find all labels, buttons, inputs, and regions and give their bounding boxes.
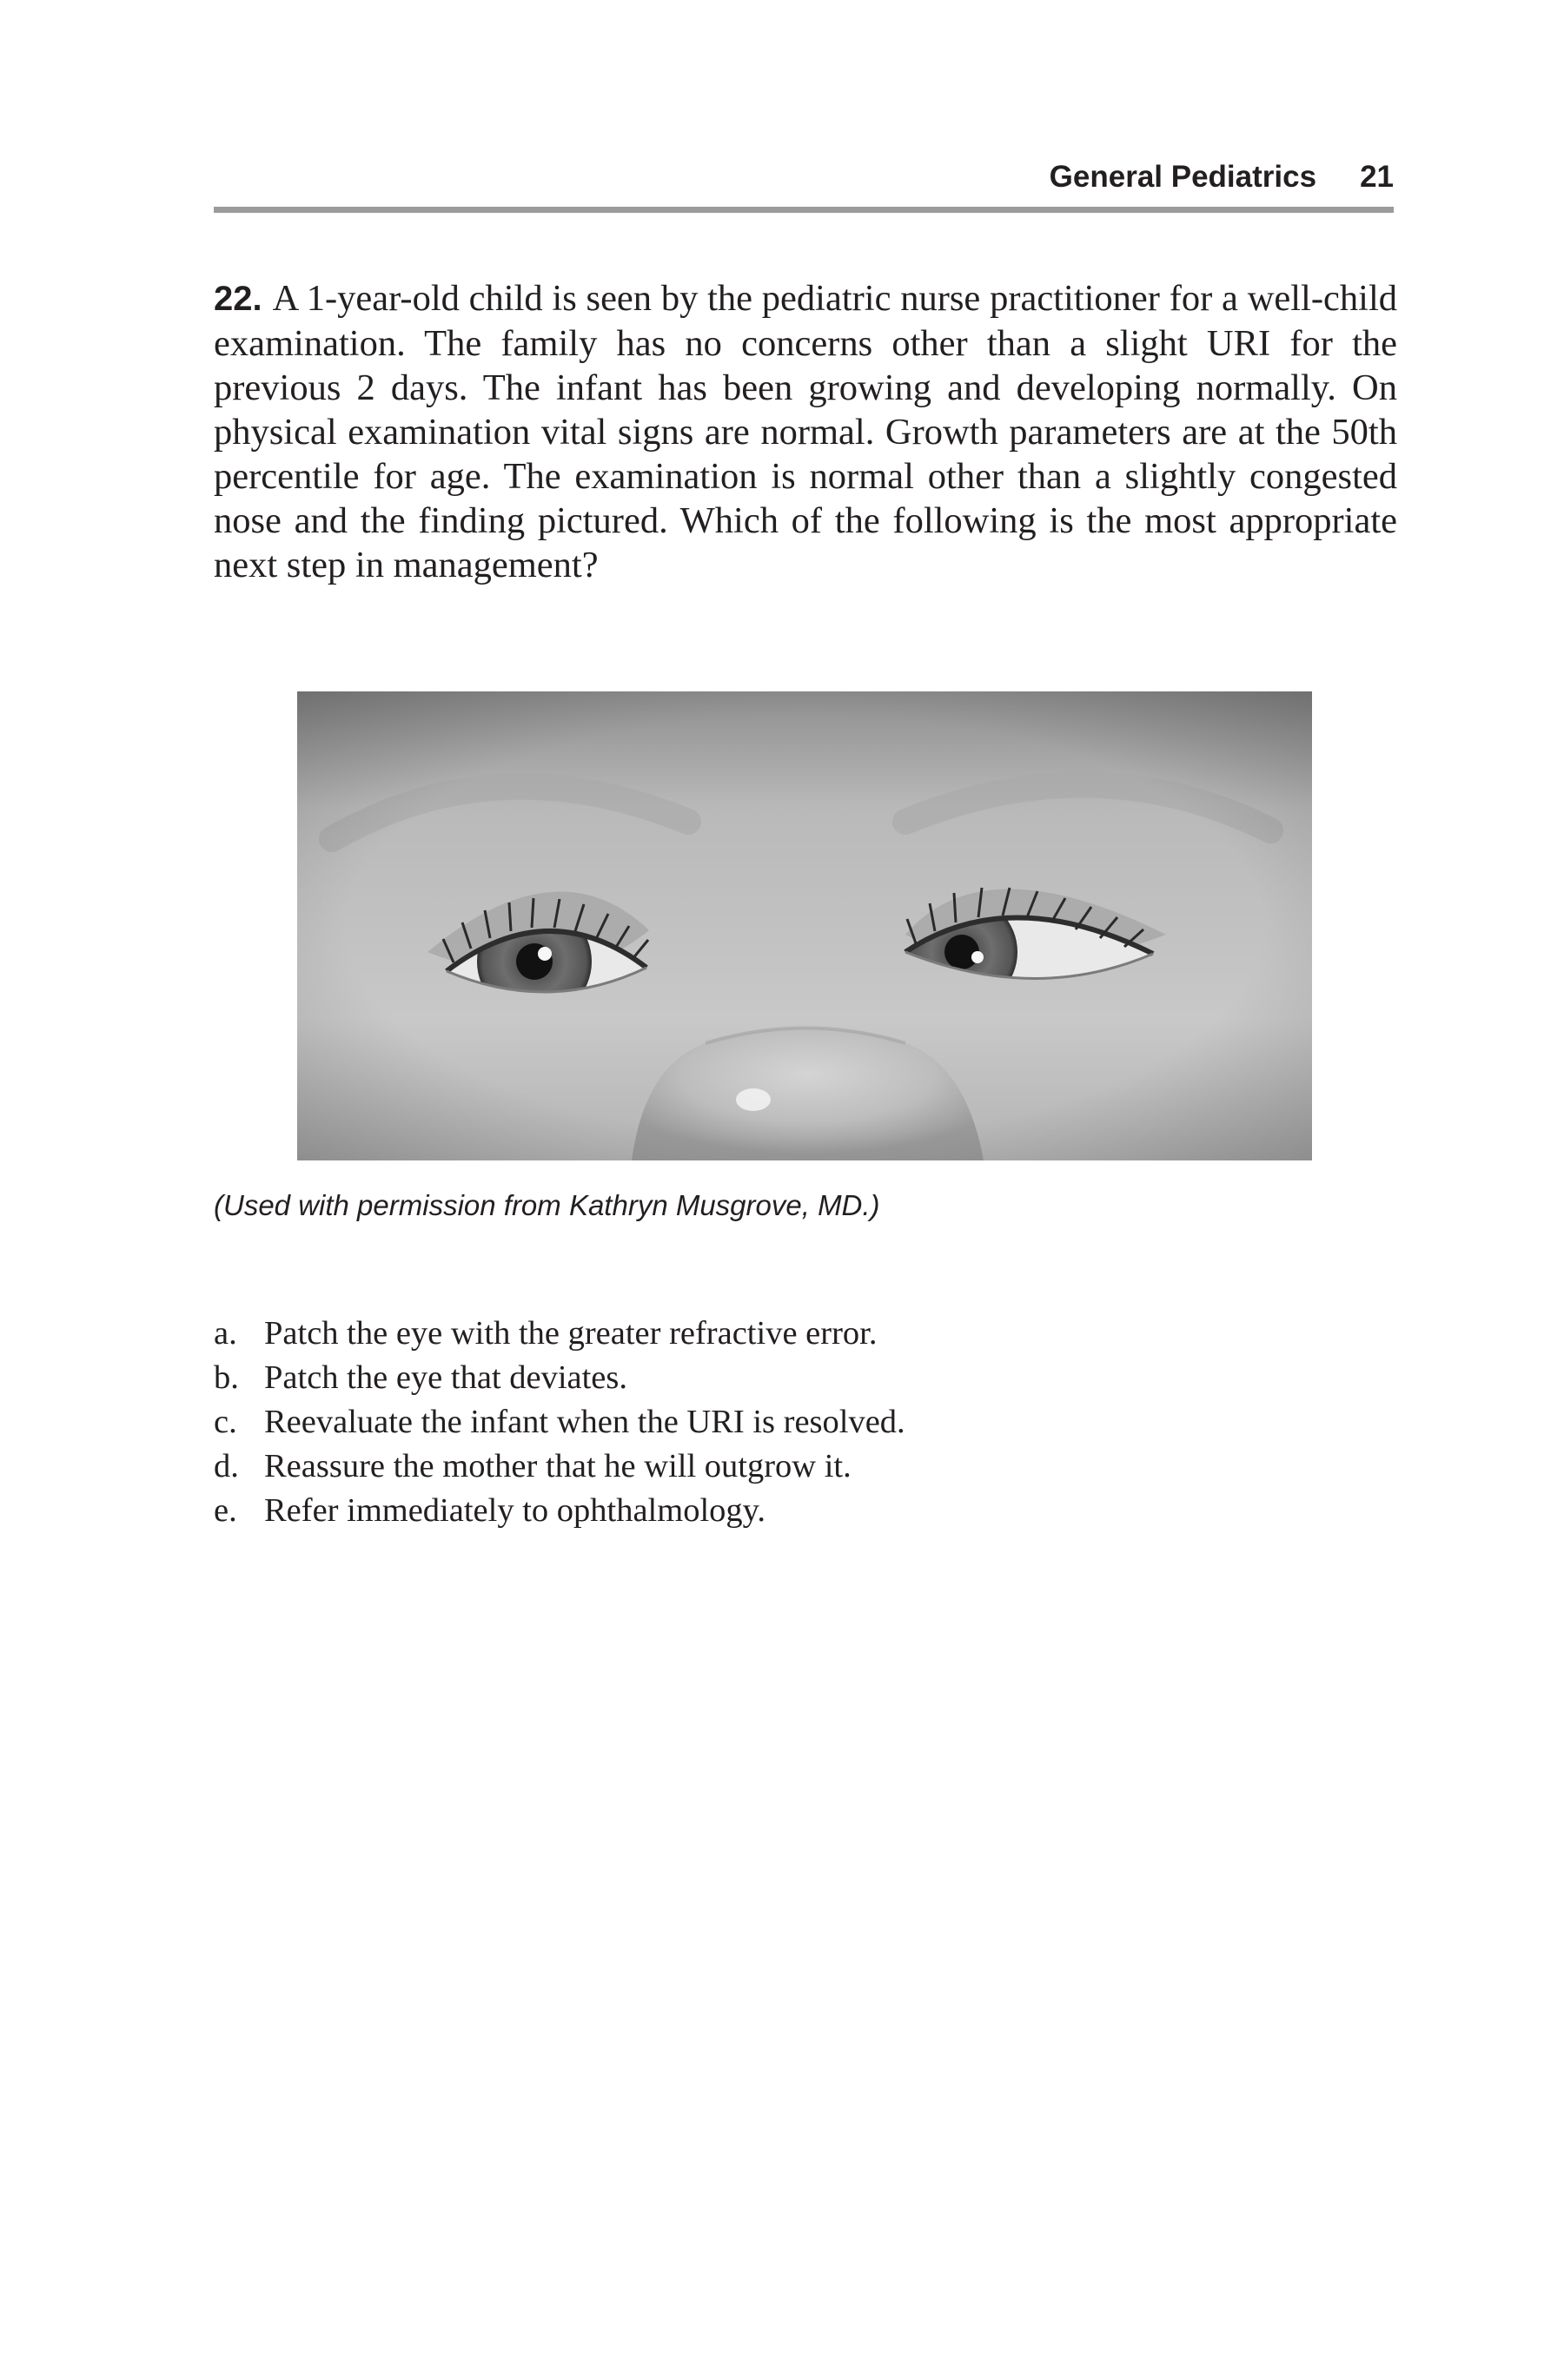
infant-eyes-photo (297, 691, 1312, 1160)
option-letter: c. (214, 1404, 237, 1440)
option-text: Patch the eye that deviates. (264, 1359, 627, 1396)
question-number: 22. (214, 280, 262, 318)
running-head (214, 156, 1394, 198)
option-text: Reassure the mother that he will outgrow it. (264, 1448, 852, 1484)
option-text: Reevaluate the infant when the URI is resolved. (264, 1404, 905, 1440)
question-stem: A 1-year-old child is seen by the pediatric nurse practitioner for a well-child examination. The family has no concerns other than a slight URI for the previous 2 days. The infant has been growing and developing normally. On physical examination vital signs are normal. Growth parameters are at the 50th percentile for age. The examination is normal other than a slightly congested nose and the finding pictured. Which of the following is the most appropriate next step in management? (214, 278, 1397, 585)
option-b (214, 1356, 905, 1400)
option-e (214, 1489, 905, 1533)
option-letter: a. (214, 1315, 237, 1352)
option-c (214, 1400, 905, 1445)
question-block (214, 276, 1397, 587)
page-number: 21 (1360, 160, 1394, 194)
answer-options (214, 1312, 905, 1533)
option-letter: b. (214, 1359, 239, 1396)
option-letter: d. (214, 1448, 239, 1484)
header-rule (214, 207, 1394, 213)
figure-caption: (Used with permission from Kathryn Musgrove, MD.) (214, 1189, 880, 1221)
option-text: Refer immediately to ophthalmology. (264, 1492, 766, 1529)
option-a (214, 1312, 905, 1356)
section-title: General Pediatrics (1049, 160, 1317, 194)
option-text: Patch the eye with the greater refractive error. (264, 1315, 878, 1352)
option-d (214, 1445, 905, 1489)
option-letter: e. (214, 1492, 237, 1529)
